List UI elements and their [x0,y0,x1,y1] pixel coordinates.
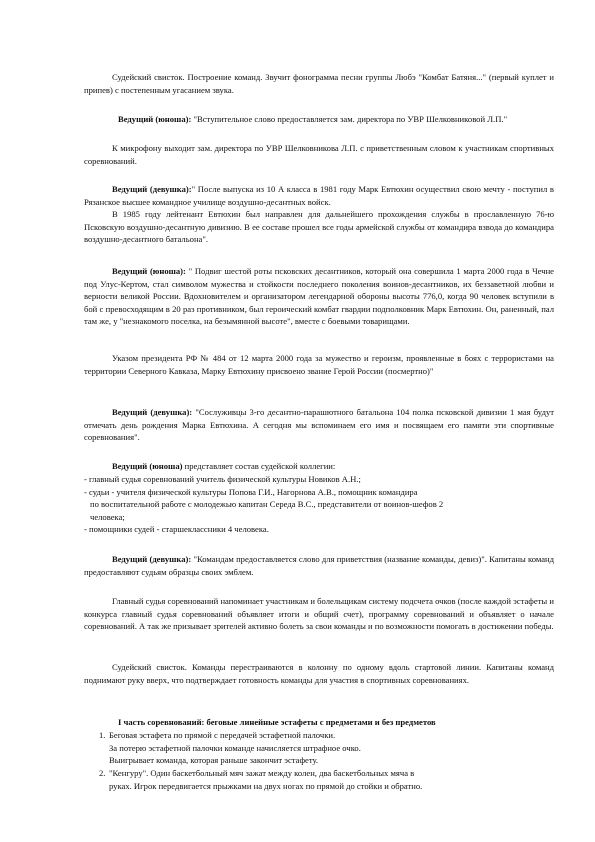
speaker-label: Ведущий (девушка): [112,554,192,564]
judges-list-item: - помощники судей - старшеклассники 4 человека. [84,524,269,534]
judges-list-item: по воспитательной работе с молодежью капитан Середа В.С., представители от воинов-шефов 2 [90,499,444,509]
judges-list-item: - судьи - учителя физической культуры Попова Г.И., Нагорнова А.В., помощник командира [84,486,418,497]
judges-list [84,473,554,536]
paragraph-chief-judge: Главный судья соревнований напоминает участникам и болельщикам систему подсчета очков (после каждой эстафеты и конкурса главный судья соревнований объявляет итоги и общий счет), программу соревнований и объявляет о начале соревнований. А так же призывает зрителей активно болеть за свои команды и по возможности помогать в достижении победы. [84,596,554,631]
paragraph-host-4 [84,406,554,444]
speaker-label: Ведущий (юноша): [118,114,192,124]
paragraph-host-3 [84,265,554,328]
speech-text: "Командам предоставляется слово для приветствия (название команды, девиз)". Капитаны команд предоставляют судьям образцы своих эмблем. [84,554,554,577]
speech-text: "Вступительное слово предоставляется зам. директора по УВР Шелковниковой Л.П." [191,114,508,124]
item-number: 1. [99,730,106,740]
section-title-text: I часть соревнований: беговые линейные эстафеты с предметами и без предметов [118,717,436,727]
judges-list-item: человека; [90,511,125,522]
paragraph-host-6 [84,553,554,578]
speech-text: " Подвиг шестой роты псковских десантников, который она совершила 1 марта 2000 года в Чечне под Улус-Кертом, стал символом мужества и стойкости последнего поколения воинов-десантников, их беззаветной любви и верности великой России. Вдохновителем и организатором легендарной обороны высоты 776,0, когда 90 человек вступили в бой с превосходящим в 20 раз противником, был героический комбат гвардии подполковник Марк Евтюхин. Он, раненный, пал там же, у "незнакомого поселка, на безымянной высоте", вместе с боевыми товарищами. [84,266,554,326]
speaker-label: Ведущий (девушка): [112,184,192,194]
paragraph-decree: Указом президента РФ № 484 от 12 марта 2000 года за мужество и героизм, проявленные в боях с террористами на территории Северного Кавказа, Марку Евтюхину присвоено звание Герой России (посмертно)" [84,353,554,376]
item-title: Беговая эстафета по прямой с передачей эстафетной палочки. [109,730,336,740]
item-text: Выигрывает команда, которая раньше закончит эстафету. [109,755,319,765]
paragraph-host-1 [84,113,554,126]
paragraph-host-2 [84,183,554,208]
item-text: "Кенгуру". Один баскетбольный мяч зажат между колен, два баскетбольных мяча в [109,768,415,778]
relay-item-2 [99,767,569,792]
speaker-label: Ведущий (юноша) [112,461,183,471]
speech-text: " После выпуска из 10 А класса в 1981 году Марк Евтюхин осуществил свою мечту - поступил в Рязанское высшее командное училище воздушно-десантных войск. [84,184,554,207]
speaker-label: Ведущий (юноша): [112,266,186,276]
paragraph-host-5 [84,460,554,473]
paragraph-deputy: К микрофону выходит зам. директора по УВР Шелковникова Л.П. с приветственным словом к участникам спортивных соревнований. [84,143,554,166]
speech-text: "Сослуживцы 3-го десантно-парашютного батальона 104 полка псковской дивизии 1 мая будут отмечать день рождения Марка Евтюхина. А сегодня мы вспоминаем его имя и посвящаем его памяти эти спортивные соревнования". [84,407,554,442]
relay-item-1 [99,729,569,767]
speaker-label: Ведущий (девушка): [112,407,193,417]
speech-text: представляет состав судейской коллегии: [182,461,336,471]
item-text: руках. Игрок передвигается прыжками на двух ногах по прямой до стойки и обратно. [109,780,423,791]
paragraph-whistle: Судейский свисток. Команды перестраиваются в колонну по одному вдоль стартовой линии. Капитаны команд поднимают руку вверх, что подтверждает готовность команды для участия в спортивных соревнованиях. [84,662,554,685]
section-title [118,716,558,729]
paragraph-service: В 1985 году лейтенант Евтюхин был направлен для дальнейшего прохождения службы в прославленную 76-ю Псковскую воздушно-десантную дивизию. В ее составе прошел все годы армейской службы от командира взвода до командира воздушно-десантного батальона". [84,209,554,244]
paragraph-intro: Судейский свисток. Построение команд. Звучит фонограмма песни группы Любэ "Комбат Батяня..." (первый куплет и припев) с постепенным угасанием звука. [84,72,554,95]
item-number: 2. [99,768,106,778]
judges-list-item: - главный судья соревнований учитель физической культуры Новиков А.Н.; [84,474,361,484]
item-text: За потерю эстафетной палочки команде начисляется штрафное очко. [109,742,361,753]
